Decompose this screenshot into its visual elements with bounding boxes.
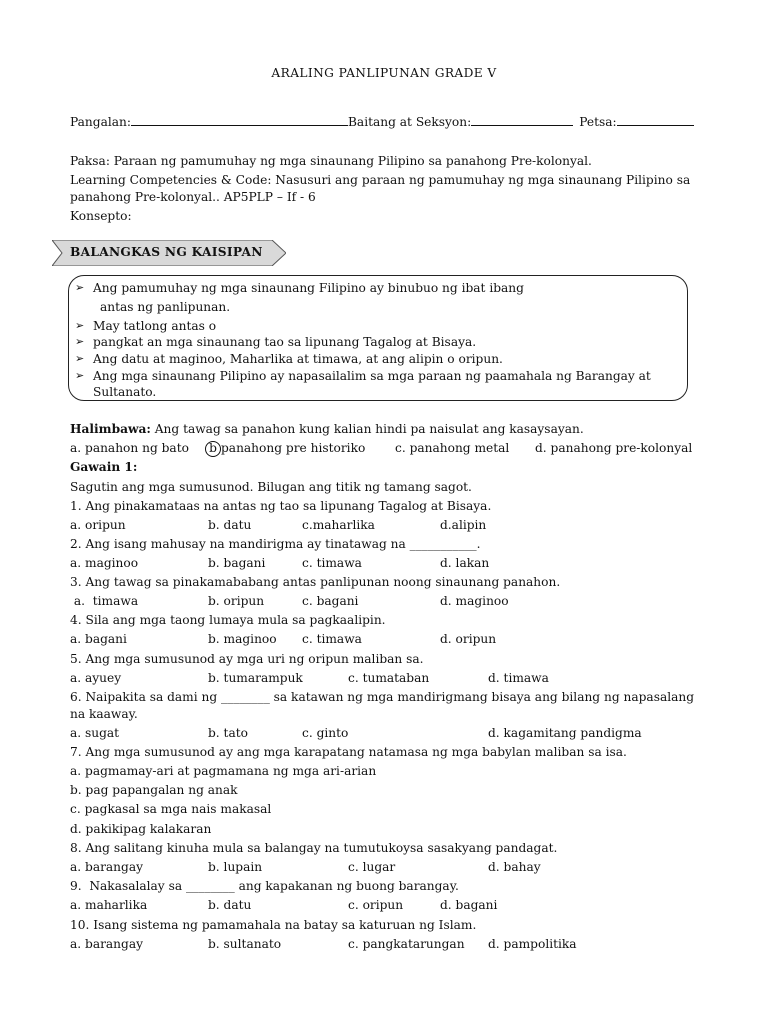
q1-option-d[interactable]: d.alipin xyxy=(440,518,487,532)
q3-option-d[interactable]: d. maginoo xyxy=(440,594,509,608)
bullet-item: ➢ May tatlong antas o xyxy=(75,319,217,333)
q7-option-b[interactable]: b. pag papangalan ng anak xyxy=(70,783,238,797)
q8-option-d[interactable]: d. bahay xyxy=(488,860,541,874)
q10-option-b[interactable]: b. sultanato xyxy=(208,937,282,951)
q10-option-a[interactable]: a. barangay xyxy=(70,937,143,951)
question-6-cont: na kaaway. xyxy=(70,707,138,721)
learning-competencies-code: panahong Pre-kolonyal.. AP5PLP – Ⅰf - 6 xyxy=(70,190,316,204)
example-option-d[interactable]: d. panahong pre-kolonyal xyxy=(535,441,693,455)
question-3: 3. Ang tawag sa pinakamababang antas panlipunan noong sinaunang panahon. xyxy=(70,575,561,589)
q8-option-c[interactable]: c. lugar xyxy=(348,860,396,874)
q4-option-c[interactable]: c. timawa xyxy=(302,632,362,646)
q6-options xyxy=(70,726,710,742)
paksa-line: Paksa: Paraan ng pamumuhay ng mga sinaunang Pilipino sa panahong Pre-kolonyal. xyxy=(70,154,592,168)
q6-option-a[interactable]: a. sugat xyxy=(70,726,120,740)
q4-option-b[interactable]: b. maginoo xyxy=(208,632,277,646)
answer-circle: b xyxy=(205,441,221,457)
q5-option-b[interactable]: b. tumarampuk xyxy=(208,671,303,685)
q10-option-c[interactable]: c. pangkatarungan xyxy=(348,937,465,951)
q4-options xyxy=(70,632,710,648)
q9-options xyxy=(70,898,710,914)
q10-option-d[interactable]: d. pampolitika xyxy=(488,937,577,951)
q1-options xyxy=(70,518,710,534)
bullet-continuation: Sultanato. xyxy=(93,385,157,399)
q3-option-a[interactable]: a. timawa xyxy=(70,594,139,608)
q8-option-b[interactable]: b. lupain xyxy=(208,860,263,874)
q2-options xyxy=(70,556,710,572)
q7-option-a[interactable]: a. pagmamay-ari at pagmamana ng mga ari-arian xyxy=(70,764,377,778)
q2-option-c[interactable]: c. timawa xyxy=(302,556,362,570)
q4-option-d[interactable]: d. oripun xyxy=(440,632,497,646)
arrow-bullet-icon: ➢ xyxy=(75,352,85,365)
q9-option-a[interactable]: a. maharlika xyxy=(70,898,148,912)
q3-options xyxy=(70,594,710,610)
arrow-bullet-icon: ➢ xyxy=(75,369,85,382)
question-6: 6. Naipakita sa dami ng ________ sa katawan ng mga mandirigmang bisaya ang bilang ng napasalang xyxy=(70,690,695,704)
section-label: Baitang at Seksyon: xyxy=(347,115,472,129)
question-7: 7. Ang mga sumusunod ay ang mga karapatang natamasa ng mga babylan maliban sa isa. xyxy=(70,745,627,759)
info-fields-row xyxy=(70,112,694,129)
name-label: Pangalan: xyxy=(70,115,131,129)
q3-option-c[interactable]: c. bagani xyxy=(302,594,359,608)
q7-option-d[interactable]: d. pakikipag kalakaran xyxy=(70,822,212,836)
q3-option-b[interactable]: b. oripun xyxy=(208,594,265,608)
q4-option-a[interactable]: a. bagani xyxy=(70,632,127,646)
question-4: 4. Sila ang mga taong lumaya mula sa pagkaalipin. xyxy=(70,613,386,627)
question-1: 1. Ang pinakamataas na antas ng tao sa lipunang Tagalog at Bisaya. xyxy=(70,499,492,513)
question-8: 8. Ang salitang kinuha mula sa balangay na tumutukoysa sasakyang pandagat. xyxy=(70,841,558,855)
q5-option-c[interactable]: c. tumataban xyxy=(348,671,430,685)
q9-option-c[interactable]: c. oripun xyxy=(348,898,404,912)
q2-option-b[interactable]: b. bagani xyxy=(208,556,266,570)
q8-option-a[interactable]: a. barangay xyxy=(70,860,143,874)
q5-options xyxy=(70,671,710,687)
banner-label: BALANGKAS NG KAISIPAN xyxy=(70,245,263,259)
example-text: Ang tawag sa panahon kung kalian hindi pa naisulat ang kasaysayan. xyxy=(154,422,584,436)
date-field[interactable] xyxy=(617,112,694,126)
question-9: 9. Nakasalalay sa ________ ang kapakanan ng buong barangay. xyxy=(70,879,459,893)
example-options xyxy=(70,441,710,457)
q2-option-d[interactable]: d. lakan xyxy=(440,556,490,570)
q1-option-a[interactable]: a. oripun xyxy=(70,518,126,532)
q2-option-a[interactable]: a. maginoo xyxy=(70,556,139,570)
q5-option-a[interactable]: a. ayuey xyxy=(70,671,122,685)
gawain-instruction: Sagutin ang mga sumusunod. Bilugan ang titik ng tamang sagot. xyxy=(70,480,472,494)
q5-option-d[interactable]: d. timawa xyxy=(488,671,549,685)
q1-option-b[interactable]: b. datu xyxy=(208,518,252,532)
balangkas-banner xyxy=(52,240,286,266)
q9-option-d[interactable]: d. bagani xyxy=(440,898,498,912)
page-title: ARALING PANLIPUNAN GRADE V xyxy=(271,66,497,80)
bullet-item: ➢ Ang mga sinaunang Pilipino ay napasailalim sa mga paraan ng paamahala ng Barangay at xyxy=(75,369,651,383)
konsepto-label: Konsepto: xyxy=(70,209,132,223)
bullet-item: ➢ Ang pamumuhay ng mga sinaunang Filipino ay binubuo ng ibat ibang xyxy=(75,281,524,295)
q10-options xyxy=(70,937,710,953)
example-label: Halimbawa: xyxy=(70,422,151,436)
q8-options xyxy=(70,860,710,876)
q7-option-c[interactable]: c. pagkasal sa mga nais makasal xyxy=(70,802,272,816)
example-option-c[interactable]: c. panahong metal xyxy=(395,441,510,455)
example-option-b[interactable]: b panahong pre historiko xyxy=(205,441,365,457)
bullet-item: ➢ Ang datu at maginoo, Maharlika at timawa, at ang alipin o oripun. xyxy=(75,352,503,366)
name-field[interactable] xyxy=(131,112,348,126)
q6-option-b[interactable]: b. tato xyxy=(208,726,248,740)
q6-option-d[interactable]: d. kagamitang pandigma xyxy=(488,726,642,740)
q9-option-b[interactable]: b. datu xyxy=(208,898,252,912)
example-option-a[interactable]: a. panahon ng bato xyxy=(70,441,189,455)
question-5: 5. Ang mga sumusunod ay mga uri ng oripun maliban sa. xyxy=(70,652,424,666)
question-2: 2. Ang isang mahusay na mandirigma ay tinatawag na ___________. xyxy=(70,537,481,551)
learning-competencies-line: Learning Competencies & Code: Nasusuri ang paraan ng pamumuhay ng mga sinaunang Pilipino sa xyxy=(70,173,691,187)
bullet-continuation: antas ng panlipunan. xyxy=(100,300,231,314)
q1-option-c[interactable]: c.maharlika xyxy=(302,518,375,532)
concept-box xyxy=(68,275,688,401)
bullet-item: ➢ pangkat an mga sinaunang tao sa lipunang Tagalog at Bisaya. xyxy=(75,335,477,349)
arrow-bullet-icon: ➢ xyxy=(75,281,85,294)
example-question xyxy=(70,422,584,436)
date-label: Petsa: xyxy=(579,115,617,129)
arrow-bullet-icon: ➢ xyxy=(75,319,85,332)
question-10: 10. Isang sistema ng pamamahala na batay sa katuruan ng Islam. xyxy=(70,918,477,932)
q6-option-c[interactable]: c. ginto xyxy=(302,726,349,740)
section-field[interactable] xyxy=(471,112,573,126)
arrow-bullet-icon: ➢ xyxy=(75,335,85,348)
gawain-label: Gawain 1: xyxy=(70,460,138,474)
